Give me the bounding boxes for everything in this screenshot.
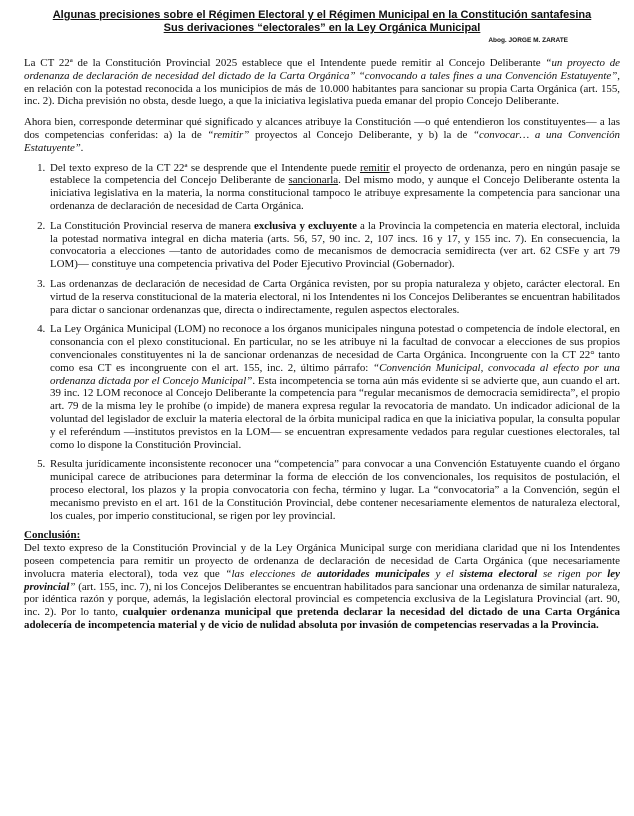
document-subtitle: Sus derivaciones “electorales” en la Ley Orgánica Municipal bbox=[163, 22, 481, 34]
intro-paragraph-2: Ahora bien, corresponde determinar qué significado y alcances atribuye la Constitución —o qué entendieron los constituyentes— a las dos competencias conferidas: a) la de “remitir” proyectos al Concejo Deliberante, y b) la de “convocar… a una Convención Estatuyente”. bbox=[24, 116, 620, 154]
conclusion-heading: Conclusión: bbox=[24, 529, 81, 542]
list-item: 1. Del texto expreso de la CT 22ª se desprende que el Intendente puede remitir el proyecto de ordenanza, pero en ningún pasaje se establece la competencia del Concejo Deliberante de sancionarla. Del mismo modo, y aunque el Concejo Deliberante ostenta la iniciativa legislativa en la materia, la norma constitucional tampoco le atribuye expresamente la competencia para sancionar una ordenanza de declaración de necesidad de Carta Orgánica. bbox=[48, 162, 620, 213]
list-item: 5. Resulta jurídicamente inconsistente reconocer una “competencia” para convocar a una Convención Estatuyente cuando el órgano municipal carece de atribuciones para determinar la forma de elección de los convencionales, los requisitos de postulación, el proceso electoral, los plazos y la propia convocatoria con fecha, término y lugar. La “convocatoria” a la Convención, según el mecanismo previsto en el art. 161 de la Constitución Provincial, debe contener necesariamente elementos de naturaleza electoral, los cuales, por imperio constitucional, se rigen por ley provincial. bbox=[48, 458, 620, 522]
list-item: 3. Las ordenanzas de declaración de necesidad de Carta Orgánica revisten, por su propia naturaleza y objeto, carácter electoral. En virtud de la reserva constitucional de la materia electoral, ni los Intendentes ni los Concejos Deliberantes se encuentran habilitados para dictar o sancionar ordenanzas que, directa o indirectamente, regulen aspectos electorales. bbox=[48, 278, 620, 316]
list-item: 2. La Constitución Provincial reserva de manera exclusiva y excluyente a la Provincia la competencia en materia electoral, incluida la potestad normativa integral en dicha materia (arts. 56, 57, 90 inc. 2, 107 incs. 16 y 17, y 155 inc. 7). En consecuencia, la convocatoria a elecciones —tanto de autoridades como de mecanismos de democracia semidirecta (ver art. 62 CSFe y art 79 LOM)— constituye una competencia privativa del Poder Ejecutivo Provincial (Gobernador). bbox=[48, 220, 620, 271]
intro-paragraph-1: La CT 22ª de la Constitución Provincial 2025 establece que el Intendente puede remitir al Concejo Deliberante “un proyecto de ordenanza de declaración de necesidad del dictado de la Carta Orgánica” “convocando a tales fines a una Convención Estatuyente”, en relación con la potestad reconocida a los municipios de más de 10.000 habitantes para sancionar su propia Carta Orgánica (art. 155, inc. 2). Dicha previsión no obsta, desde luego, a que la iniciativa legislativa pueda emanar del propio Concejo Deliberante. bbox=[24, 57, 620, 108]
author-signature: Abog. JORGE M. ZARATE bbox=[488, 37, 568, 44]
document-title: Algunas precisiones sobre el Régimen Electoral y el Régimen Municipal en la Constitución santafesina bbox=[52, 9, 592, 21]
numbered-list bbox=[24, 162, 620, 523]
list-item: 4. La Ley Orgánica Municipal (LOM) no reconoce a los órganos municipales ninguna potestad o competencia de índole electoral, en consonancia con el plexo constitucional. En particular, no se les atribuye ni la facultad de convocar a elecciones de sus propios convencionales constituyentes ni la de sancionar ordenanzas de necesidad de Carta Orgánica. Incongruente con la CT 22° tanto como esa CT es incongruente con el art. 155, inc. 2, último párrafo: “Convención Municipal, convocada al efecto por una ordenanza dictada por el Concejo Municipal”. Esta incompetencia se torna aún más evidente si se advierte que, aun cuando el art. 39 inc. 12 LOM reconoce al Concejo Deliberante la competencia para “regular mecanismos de democracia semidirecta”, el propio art. 79 de la misma ley le prohíbe (o impide) de manera expresa regular la revocatoria de mandato. Un indicador adicional de la voluntad del legislador de excluir la materia electoral de la órbita municipal radica en que la iniciativa popular, la consulta popular y el referéndum —institutos previstos en la LOM— se encuentran expresamente vedados para regular cuestiones electorales, tal como lo dispone la Constitución Provincial. bbox=[48, 323, 620, 451]
conclusion-paragraph: Del texto expreso de la Constitución Provincial y de la Ley Orgánica Municipal surge con meridiana claridad que ni los Intendentes poseen competencia para remitir un proyecto de ordenanza de declaración de necesidad de Carta Orgánica (que necesariamente involucra materia electoral), toda vez que “las elecciones de autoridades municipales y el sistema electoral se rigen por ley provincial” (art. 155, inc. 7), ni los Concejos Deliberantes se encuentran habilitados para sancionar una ordenanza de similar naturaleza, por idéntica razón y porque, además, la legislación electoral provincial es competencia exclusiva de la Legislatura Provincial (art. 90, inc. 2). Por lo tanto, cualquier ordenanza municipal que pretenda declarar la necesidad del dictado de una Carta Orgánica adolecería de incompetencia material y de vicio de nulidad absoluta por invasión de competencias reservadas a la Provincia. bbox=[24, 542, 621, 632]
